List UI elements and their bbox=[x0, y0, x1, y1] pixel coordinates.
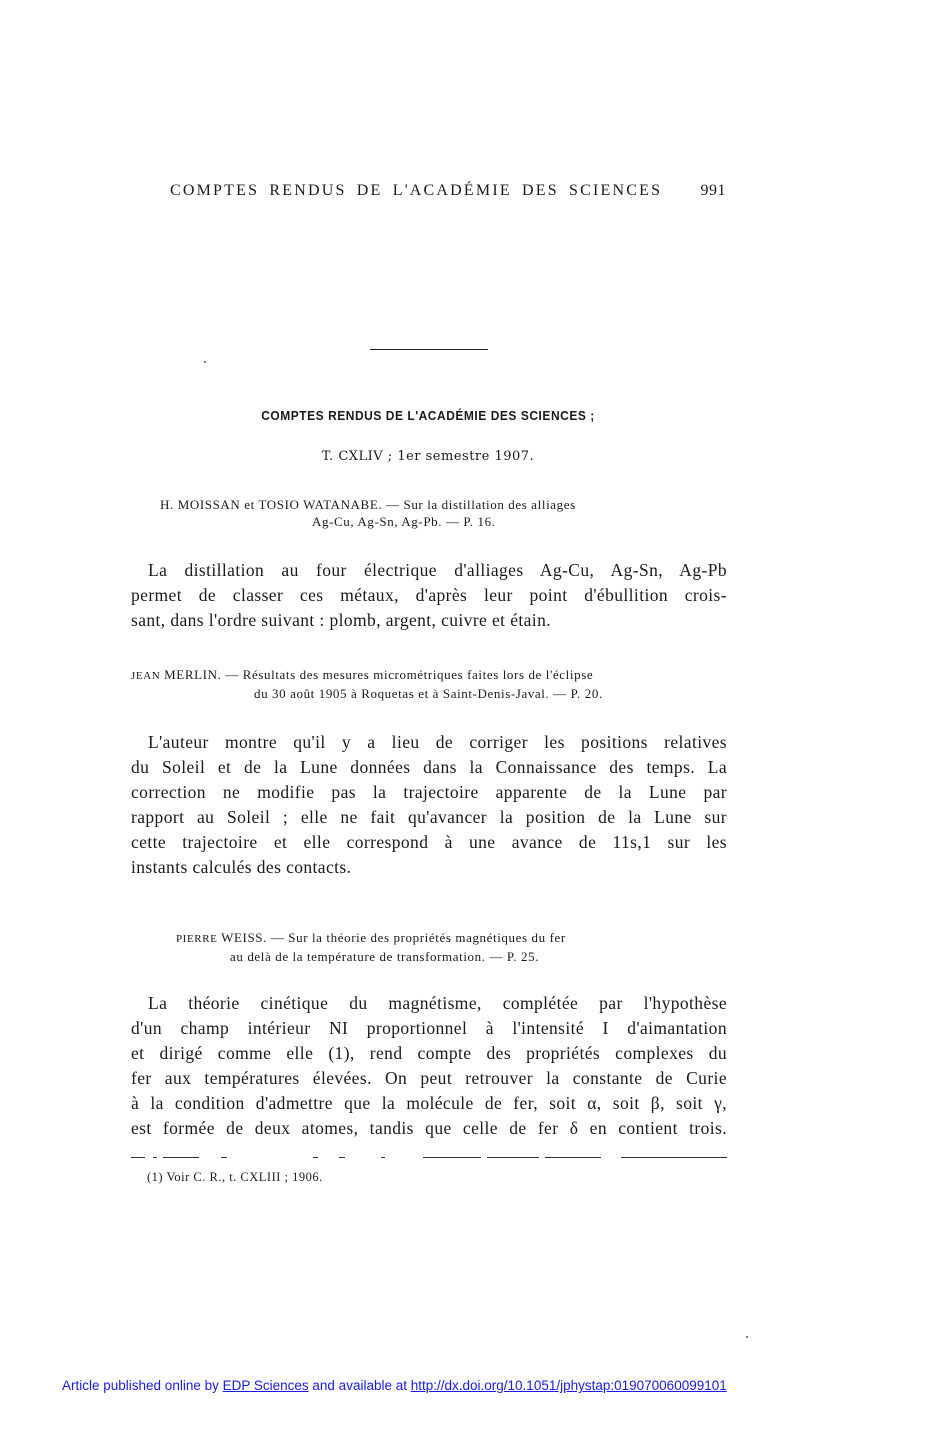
author-first-name: PIERRE bbox=[176, 933, 218, 945]
text-line: est formée de deux atomes, tandis que celle de fer δ en contient trois. bbox=[131, 1118, 727, 1138]
entry-heading-line: H. MOISSAN et TOSIO WATANABE. — Sur la distillation des alliages bbox=[160, 497, 576, 512]
footnote: (1) Voir C. R., t. CXLIII ; 1906. bbox=[147, 1170, 323, 1184]
text-line: du Soleil et de la Lune données dans la Connaissance des temps. La bbox=[131, 757, 727, 777]
text-line: permet de classer ces métaux, d'après leur point d'ébullition crois- bbox=[131, 585, 727, 605]
entry-heading-line: du 30 août 1905 à Roquetas et à Saint-Denis-Javal. — P. 20. bbox=[254, 686, 603, 701]
entry-abstract bbox=[131, 730, 727, 880]
text-line: L'auteur montre qu'il y a lieu de corriger les positions relatives bbox=[148, 732, 727, 752]
publisher-link[interactable]: EDP Sciences bbox=[222, 1378, 309, 1393]
text-line: instants calculés des contacts. bbox=[131, 857, 352, 877]
text-line: à la condition d'admettre que la molécule de fer, soit α, soit β, soit γ, bbox=[131, 1093, 727, 1113]
entry-heading-line: Ag-Cu, Ag-Sn, Ag-Pb. — P. 16. bbox=[312, 514, 496, 529]
text-line: d'un champ intérieur NI proportionnel à l'intensité I d'aimantation bbox=[131, 1018, 727, 1038]
entry-heading-line: WEISS. — Sur la théorie des propriétés magnétiques du fer bbox=[217, 930, 566, 945]
entry-heading-line: au delà de la température de transformation. — P. 25. bbox=[230, 949, 540, 964]
author-first-name: JEAN bbox=[131, 670, 161, 682]
scan-speck bbox=[746, 1336, 748, 1338]
entry-abstract bbox=[131, 558, 727, 633]
text-line: cette trajectoire et elle correspond à une avance de 11s,1 sur les bbox=[131, 832, 727, 852]
entry-heading bbox=[131, 666, 727, 702]
page-number: 991 bbox=[700, 182, 726, 199]
doi-link[interactable]: http://dx.doi.org/10.1051/jphystap:019070060099101 bbox=[410, 1378, 727, 1393]
volume-heading: T. CXLIV ; 1er semestre 1907. bbox=[321, 449, 535, 464]
running-head-title: COMPTES RENDUS DE L'ACADÉMIE DES SCIENCES bbox=[170, 182, 663, 199]
publisher-text: Article published online by bbox=[62, 1378, 223, 1393]
entry-abstract bbox=[131, 991, 727, 1141]
text-line: et dirigé comme elle (1), rend compte des propriétés complexes du bbox=[131, 1043, 727, 1063]
text-line: La théorie cinétique du magnétisme, complétée par l'hypothèse bbox=[148, 993, 727, 1013]
footnote-rule bbox=[131, 1157, 727, 1158]
section-heading: COMPTES RENDUS DE L'ACADÉMIE DES SCIENCES ; bbox=[261, 408, 595, 423]
scan-speck bbox=[204, 361, 206, 363]
publisher-text: and available at bbox=[308, 1378, 411, 1393]
publisher-notice bbox=[62, 1378, 727, 1393]
entry-heading-line: MERLIN. — Résultats des mesures micrométriques faites lors de l'éclipse bbox=[160, 667, 594, 682]
text-line: correction ne modifie pas la trajectoire apparente de la Lune par bbox=[131, 782, 727, 802]
text-line: fer aux températures élevées. On peut retrouver la constante de Curie bbox=[131, 1068, 727, 1088]
text-line: rapport au Soleil ; elle ne fait qu'avancer la position de la Lune sur bbox=[131, 807, 727, 827]
entry-heading bbox=[176, 929, 716, 965]
running-head bbox=[170, 182, 726, 200]
entry-heading bbox=[160, 496, 720, 530]
section-rule bbox=[370, 349, 488, 350]
text-line: sant, dans l'ordre suivant : plomb, argent, cuivre et étain. bbox=[131, 610, 551, 630]
text-line: La distillation au four électrique d'alliages Ag-Cu, Ag-Sn, Ag-Pb bbox=[148, 560, 727, 580]
